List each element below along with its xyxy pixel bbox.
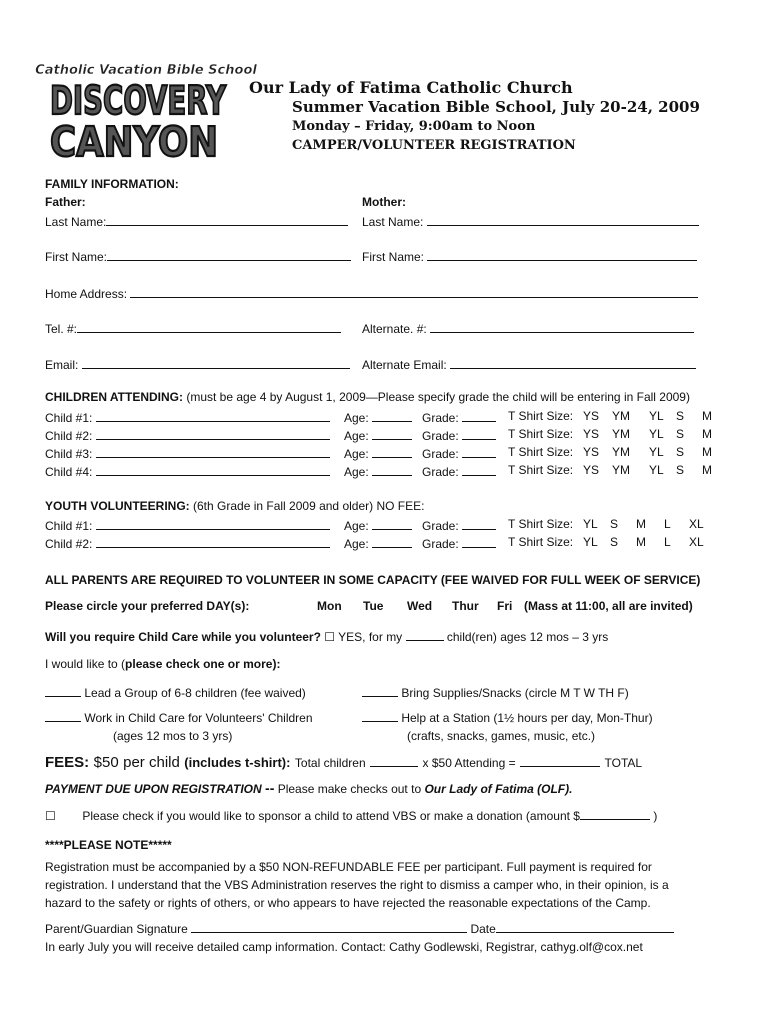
shirt-size-option[interactable]: YM: [612, 463, 630, 477]
shirt-size-option[interactable]: S: [676, 445, 685, 459]
shirt-size-option[interactable]: S: [610, 535, 619, 549]
option-label: Work in Child Care for Volunteers' Children: [84, 711, 313, 725]
field-line: [427, 213, 699, 226]
field-label: Alternate Email:: [362, 358, 447, 372]
child-row-cell: [676, 427, 684, 441]
alternate-email-field[interactable]: [362, 356, 696, 372]
field-label: Alternate. #:: [362, 322, 427, 336]
shirt-size-option[interactable]: L: [664, 535, 671, 549]
shirt-size-option[interactable]: M: [702, 445, 712, 459]
day-thur[interactable]: Thur: [452, 599, 479, 613]
child-row-cell: [612, 463, 630, 477]
contact-info: In early July you will receive detailed camp information. Contact: Cathy Godlewski, Registrar, cathyg.olf@cox.net: [45, 940, 643, 954]
child-row-cell: [676, 463, 684, 477]
child-row-cell: [702, 445, 712, 459]
sponsor-line: [45, 807, 657, 823]
child-row-cell: [612, 427, 630, 441]
total-amount-line[interactable]: [520, 754, 600, 767]
children-note: (must be age 4 by August 1, 2009—Please specify grade the child will be entering in Fall 2009): [186, 390, 690, 404]
fees-line: [45, 754, 642, 772]
child-row-cell: [45, 445, 330, 461]
volunteer-prompt-b: please check one or more):: [125, 657, 281, 671]
child-row-cell: [422, 445, 496, 461]
childcare-yes-label: YES, for my: [338, 630, 403, 644]
sponsor-end: ): [653, 809, 658, 823]
home-address-field[interactable]: [45, 285, 698, 301]
child-name-line[interactable]: [96, 517, 330, 530]
child-name-line[interactable]: [96, 427, 330, 440]
field-line: [106, 213, 348, 226]
checks-label: Please make checks out to: [277, 782, 422, 796]
father-last-name-field[interactable]: [45, 213, 348, 229]
fees-per-child: per child: [123, 754, 180, 771]
child-row-cell: [612, 409, 630, 423]
age-line[interactable]: [372, 517, 412, 530]
fees-total-label: TOTAL: [604, 756, 643, 770]
fees-includes: (includes t-shirt):: [184, 755, 291, 770]
shirt-size-option[interactable]: YL: [649, 427, 664, 441]
shirt-size-option[interactable]: YL: [583, 517, 598, 531]
shirt-size-option[interactable]: S: [676, 427, 685, 441]
shirt-label: T Shirt Size:: [508, 445, 574, 459]
child-row-cell: [583, 427, 599, 441]
volunteer-prompt-a: I would like to (: [45, 657, 126, 671]
child-row-cell: [612, 445, 630, 459]
child-row-cell: [422, 409, 496, 425]
shirt-size-option[interactable]: M: [702, 463, 712, 477]
child-row-cell: [508, 427, 573, 441]
youth-note: (6th Grade in Fall 2009 and older) NO FEE:: [193, 499, 425, 513]
option-check-line[interactable]: [362, 709, 398, 722]
note-paragraph-1: Registration must be accompanied by a $50 NON-REFUNDABLE FEE per participant. Full payment is required for: [45, 860, 652, 874]
shirt-size-option[interactable]: XL: [689, 535, 704, 549]
youth-heading: YOUTH VOLUNTEERING:: [45, 499, 190, 513]
discovery-canyon-logo: [35, 56, 257, 166]
child-row-cell: [689, 517, 704, 531]
option-help-station[interactable]: [362, 709, 653, 725]
child-row-cell: [422, 517, 496, 533]
school-title: Summer Vacation Bible School, July 20-24, 2009: [292, 98, 700, 116]
shirt-size-option[interactable]: YM: [612, 409, 630, 423]
date-label: Date: [470, 922, 496, 936]
child-row-cell: [649, 445, 664, 459]
childcare-tail: child(ren) ages 12 mos – 3 yrs: [446, 630, 609, 644]
father-label: Father:: [45, 195, 86, 209]
age-label: Age:: [344, 537, 369, 551]
note-heading: ****PLEASE NOTE*****: [45, 838, 172, 852]
fees-label: FEES:: [45, 754, 90, 771]
payment-due: PAYMENT DUE UPON REGISTRATION: [45, 782, 262, 796]
shirt-size-option[interactable]: L: [664, 517, 671, 531]
child-row-cell: [689, 535, 704, 549]
mother-last-name-field[interactable]: [362, 213, 699, 229]
grade-label: Grade:: [422, 465, 459, 479]
field-label: Email:: [45, 358, 79, 372]
signature-field[interactable]: [191, 920, 467, 933]
child-name-line[interactable]: [96, 409, 330, 422]
age-label: Age:: [344, 411, 369, 425]
fees-amount: $50: [93, 754, 119, 771]
childcare-checkbox[interactable]: ☐: [324, 630, 336, 644]
shirt-size-option[interactable]: S: [610, 517, 619, 531]
child-label: Child #1:: [45, 411, 93, 425]
day-prompt: Please circle your preferred DAY(s):: [45, 599, 250, 613]
shirt-size-option[interactable]: M: [702, 427, 712, 441]
age-line[interactable]: [372, 409, 412, 422]
day-mon[interactable]: Mon: [317, 599, 342, 613]
shirt-size-option[interactable]: YL: [649, 445, 664, 459]
child-row-cell: [344, 517, 412, 533]
grade-line[interactable]: [462, 409, 496, 422]
grade-line[interactable]: [462, 427, 496, 440]
field-label: First Name:: [362, 250, 425, 264]
field-label: Home Address:: [45, 287, 128, 301]
logo-discovery-text: DISCOVERY: [50, 79, 227, 124]
child-name-line[interactable]: [96, 463, 330, 476]
shirt-size-option[interactable]: M: [636, 517, 646, 531]
church-title: Our Lady of Fatima Catholic Church: [249, 78, 573, 97]
field-line: [430, 320, 694, 333]
youth-heading-line: [45, 499, 424, 513]
field-line: [130, 285, 698, 298]
child-name-line[interactable]: [96, 445, 330, 458]
child-row-cell: [664, 535, 671, 549]
child-row-cell: [344, 535, 412, 551]
grade-line[interactable]: [462, 535, 496, 548]
signature-line: [45, 920, 674, 936]
note-paragraph-3: hazard to the safety or rights of others, or who appears to have rejected the reasonable expectations of the Camp.: [45, 896, 651, 910]
grade-label: Grade:: [422, 519, 459, 533]
day-wed[interactable]: Wed: [407, 599, 433, 613]
field-line: [427, 248, 697, 261]
children-heading: CHILDREN ATTENDING:: [45, 390, 183, 404]
age-line[interactable]: [372, 427, 412, 440]
grade-label: Grade:: [422, 447, 459, 461]
child-row-cell: [45, 517, 330, 533]
child-row-cell: [45, 409, 330, 425]
shirt-label: T Shirt Size:: [508, 427, 574, 441]
shirt-size-option[interactable]: YM: [612, 427, 630, 441]
age-line[interactable]: [372, 463, 412, 476]
shirt-size-option[interactable]: S: [676, 409, 685, 423]
volunteer-prompt: [45, 657, 280, 671]
field-line: [82, 356, 350, 369]
email-field[interactable]: [45, 356, 350, 372]
child-row-cell: [676, 445, 684, 459]
child-row-cell: [610, 517, 618, 531]
children-heading-line: [45, 390, 690, 404]
child-label: Child #4:: [45, 465, 93, 479]
logo-top-text: Catholic Vacation Bible School: [35, 63, 257, 78]
child-row-cell: [508, 463, 573, 477]
age-label: Age:: [344, 429, 369, 443]
grade-line[interactable]: [462, 517, 496, 530]
child-row-cell: [664, 517, 671, 531]
child-row-cell: [508, 517, 573, 531]
mother-label: Mother:: [362, 195, 406, 209]
grade-label: Grade:: [422, 429, 459, 443]
shirt-size-option[interactable]: YL: [649, 463, 664, 477]
childcare-ages-note: (ages 12 mos to 3 yrs): [113, 729, 233, 743]
childcare-question: Will you require Child Care while you volunteer?: [45, 630, 321, 644]
shirt-size-option[interactable]: M: [702, 409, 712, 423]
child-row-cell: [649, 409, 664, 423]
child-row-cell: [636, 517, 646, 531]
option-check-line[interactable]: [45, 684, 81, 697]
child-row-cell: [583, 517, 598, 531]
payment-due-line: [45, 780, 572, 796]
child-label: Child #2:: [45, 537, 93, 551]
donation-amount-line[interactable]: [580, 807, 650, 820]
option-lead-group[interactable]: [45, 684, 306, 700]
day-fri[interactable]: Fri: [497, 599, 513, 613]
childcare-count-line[interactable]: [406, 628, 444, 641]
age-line[interactable]: [372, 445, 412, 458]
age-line[interactable]: [372, 535, 412, 548]
shirt-label: T Shirt Size:: [508, 463, 574, 477]
alternate-phone-field[interactable]: [362, 320, 694, 336]
child-row-cell: [344, 445, 412, 461]
child-row-cell: [45, 463, 330, 479]
signature-label: Parent/Guardian Signature: [45, 922, 188, 936]
shirt-label: T Shirt Size:: [508, 535, 574, 549]
child-row-cell: [45, 427, 330, 443]
child-label: Child #3:: [45, 447, 93, 461]
date-field[interactable]: [496, 920, 674, 933]
option-label: Help at a Station (1½ hours per day, Mon-Thur): [401, 711, 653, 725]
child-row-cell: [344, 463, 412, 479]
child-row-cell: [422, 535, 496, 551]
child-label: Child #1:: [45, 519, 93, 533]
shirt-label: T Shirt Size:: [508, 517, 574, 531]
payee-name: Our Lady of Fatima (OLF).: [424, 782, 573, 796]
mass-note: (Mass at 11:00, all are invited): [524, 599, 693, 613]
mother-first-name-field[interactable]: [362, 248, 697, 264]
grade-line[interactable]: [462, 445, 496, 458]
age-label: Age:: [344, 519, 369, 533]
child-row-cell: [344, 427, 412, 443]
child-row-cell: [45, 535, 330, 551]
shirt-size-option[interactable]: S: [676, 463, 685, 477]
child-name-line[interactable]: [96, 535, 330, 548]
family-heading: FAMILY INFORMATION:: [45, 177, 179, 191]
grade-label: Grade:: [422, 411, 459, 425]
shirt-size-option[interactable]: YM: [612, 445, 630, 459]
shirt-size-option[interactable]: YL: [583, 535, 598, 549]
age-label: Age:: [344, 447, 369, 461]
child-row-cell: [583, 463, 599, 477]
parents-required-text: ALL PARENTS ARE REQUIRED TO VOLUNTEER IN SOME CAPACITY (FEE WAIVED FOR FULL WEEK OF SERVICE): [45, 573, 701, 587]
grade-label: Grade:: [422, 537, 459, 551]
fees-total-children-label: Total children: [294, 756, 366, 770]
child-row-cell: [508, 535, 573, 549]
child-row-cell: [702, 427, 712, 441]
child-row-cell: [676, 409, 684, 423]
child-row-cell: [508, 445, 573, 459]
shirt-size-option[interactable]: XL: [689, 517, 704, 531]
field-line: [107, 248, 351, 261]
child-row-cell: [508, 409, 573, 423]
child-row-cell: [636, 535, 646, 549]
shirt-size-option[interactable]: YS: [583, 463, 600, 477]
option-check-line[interactable]: [45, 709, 81, 722]
day-tue[interactable]: Tue: [363, 599, 384, 613]
option-label: Bring Supplies/Snacks (circle M T W TH F): [401, 686, 629, 700]
child-row-cell: [702, 463, 712, 477]
field-line: [77, 320, 341, 333]
total-children-line[interactable]: [370, 754, 418, 767]
child-row-cell: [422, 427, 496, 443]
age-label: Age:: [344, 465, 369, 479]
option-child-care[interactable]: [45, 709, 313, 725]
option-bring-supplies[interactable]: [362, 684, 629, 700]
field-label: Last Name:: [362, 215, 424, 229]
shirt-size-option[interactable]: M: [636, 535, 646, 549]
shirt-size-option[interactable]: YS: [583, 445, 600, 459]
child-row-cell: [649, 427, 664, 441]
station-detail-note: (crafts, snacks, games, music, etc.): [407, 729, 596, 743]
child-row-cell: [583, 535, 598, 549]
sponsor-checkbox[interactable]: ☐: [45, 809, 56, 823]
field-label: First Name:: [45, 250, 108, 264]
child-label: Child #2:: [45, 429, 93, 443]
shirt-size-option[interactable]: YS: [583, 409, 600, 423]
grade-line[interactable]: [462, 463, 496, 476]
form-title: CAMPER/VOLUNTEER REGISTRATION: [292, 138, 576, 153]
note-paragraph-2: registration. I understand that the VBS Administration reserves the right to dismiss a camper who, in their opinion, is a: [45, 878, 669, 892]
shirt-size-option[interactable]: YS: [583, 427, 600, 441]
child-row-cell: [422, 463, 496, 479]
option-label: Lead a Group of 6-8 children (fee waived): [84, 686, 306, 700]
field-line: [450, 356, 696, 369]
father-first-name-field[interactable]: [45, 248, 351, 264]
child-row-cell: [649, 463, 664, 477]
option-check-line[interactable]: [362, 684, 398, 697]
logo-canyon-text: CANYON: [50, 118, 218, 166]
field-label: Last Name:: [45, 215, 107, 229]
tel-field[interactable]: [45, 320, 341, 336]
field-label: Tel. #:: [45, 322, 78, 336]
childcare-question-line: [45, 628, 608, 644]
child-row-cell: [344, 409, 412, 425]
payment-dashes: --: [265, 780, 275, 796]
sponsor-text: Please check if you would like to sponsor a child to attend VBS or make a donation (amount $: [82, 809, 580, 823]
child-row-cell: [610, 535, 618, 549]
fees-times-label: x $50 Attending =: [422, 756, 516, 770]
shirt-size-option[interactable]: YL: [649, 409, 664, 423]
shirt-label: T Shirt Size:: [508, 409, 574, 423]
child-row-cell: [583, 409, 599, 423]
times-line: Monday – Friday, 9:00am to Noon: [292, 119, 536, 134]
child-row-cell: [702, 409, 712, 423]
child-row-cell: [583, 445, 599, 459]
